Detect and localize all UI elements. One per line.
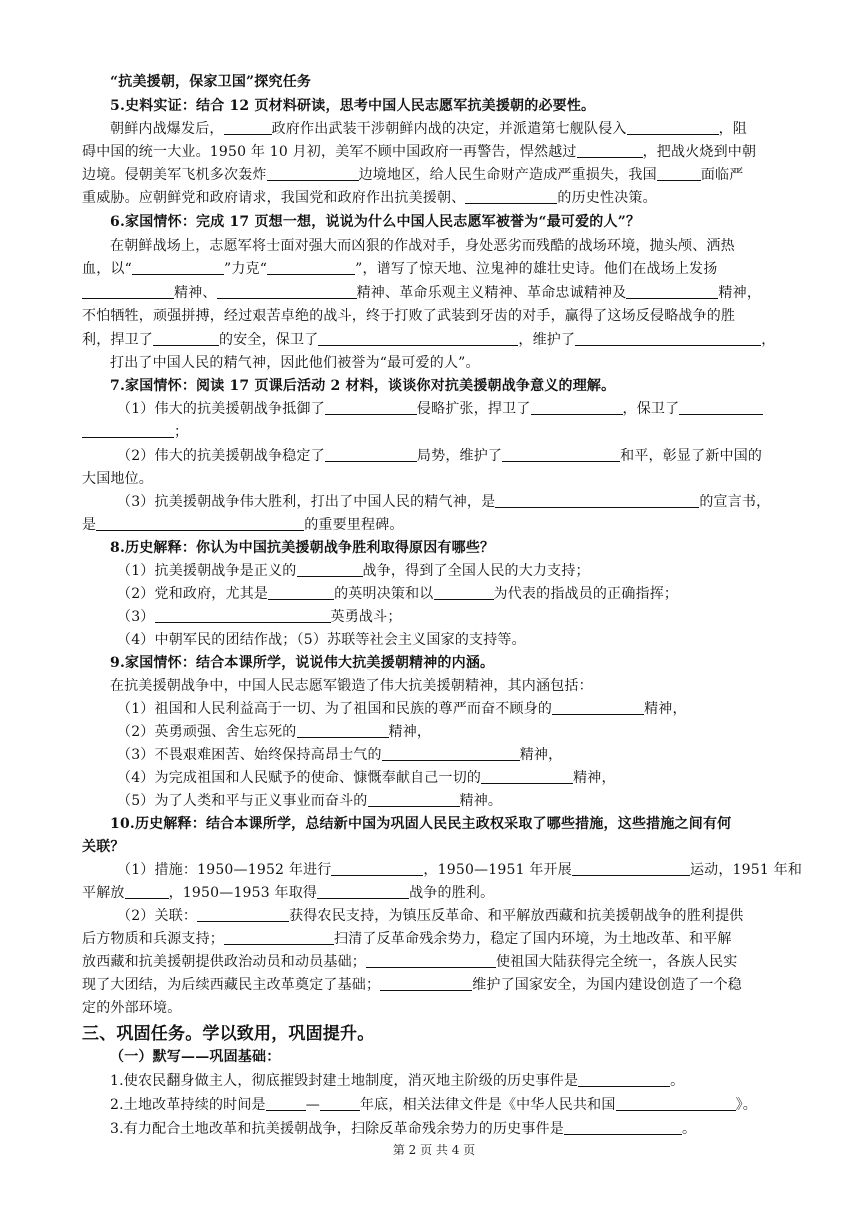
line-text: ，阻 xyxy=(718,121,748,137)
text-line xyxy=(110,538,820,558)
line-text: （2）伟大的抗美援朝战争稳定了 xyxy=(117,448,325,464)
line-text: 》。 xyxy=(735,1097,757,1113)
line-text: （1）抗美援朝战争是正义的 xyxy=(117,563,297,579)
text-line xyxy=(82,929,792,949)
line-text: 边境地区，给人民生命财产造成严重损失，我国 xyxy=(358,167,657,183)
text-line xyxy=(110,1047,820,1067)
text-line xyxy=(82,306,792,326)
line-text: 年底，相关法律文件是《中华人民共和国 xyxy=(359,1097,616,1113)
line-text: 三、巩固任务。学以致用，巩固提升。 xyxy=(82,1024,375,1044)
line-text: 后方物质和兵源支持； xyxy=(82,931,224,947)
line-text: ，维护了 xyxy=(518,332,576,348)
text-line xyxy=(110,653,820,673)
answer-blank[interactable] xyxy=(531,400,623,415)
line-text: 朝鲜内战爆发后， xyxy=(110,121,224,137)
answer-blank[interactable] xyxy=(325,400,417,415)
text-line xyxy=(110,1095,820,1115)
line-text: 重威胁。应朝鲜党和政府请求，我国党和政府作出抗美援朝、 xyxy=(82,190,466,206)
answer-blank[interactable] xyxy=(366,953,496,968)
line-text: ”力克“ xyxy=(223,261,268,277)
answer-blank[interactable] xyxy=(268,585,334,600)
answer-blank[interactable] xyxy=(82,284,174,299)
line-text: — xyxy=(305,1097,320,1113)
text-line xyxy=(117,607,827,627)
line-text: 精神。 xyxy=(459,793,503,809)
answer-blank[interactable] xyxy=(382,746,520,761)
line-text: 6.家国情怀：完成 17 页想一想，说说为什么中国人民志愿军被誉为“最可爱的人”？ xyxy=(110,214,641,230)
answer-blank[interactable] xyxy=(627,120,719,135)
line-text: 面临严 xyxy=(700,167,744,183)
answer-blank[interactable] xyxy=(267,166,359,181)
line-text: ， xyxy=(761,332,776,348)
text-line xyxy=(110,353,820,373)
text-line xyxy=(82,283,792,303)
text-line xyxy=(117,630,827,650)
line-text: 精神， xyxy=(519,747,563,763)
answer-blank[interactable] xyxy=(679,400,763,415)
line-text: 3.有力配合土地改革和抗美援朝战争，扫除反革命残余势力的历史事件是 xyxy=(110,1121,564,1137)
line-text: 碍中国的统一大业。1950 年 10 月初，美军不顾中国政府一再警告，悍然越过 xyxy=(82,144,577,160)
line-text: 利，捍卫了 xyxy=(82,332,153,348)
text-line xyxy=(110,72,820,92)
line-text: 平解放 xyxy=(82,885,125,901)
text-line xyxy=(82,975,792,995)
line-text: 为代表的指战员的正确指挥； xyxy=(493,586,679,602)
answer-blank[interactable] xyxy=(495,493,699,508)
answer-blank[interactable] xyxy=(552,700,644,715)
text-line xyxy=(110,96,820,116)
text-line xyxy=(82,515,792,535)
line-text: 精神， xyxy=(388,724,432,740)
text-line xyxy=(110,376,820,396)
answer-blank[interactable] xyxy=(616,1096,736,1111)
text-line xyxy=(110,1071,820,1091)
answer-blank[interactable] xyxy=(132,260,224,275)
text-line xyxy=(82,469,792,489)
line-text: （1）祖国和人民利益高于一切、为了祖国和民族的尊严而奋不顾身的 xyxy=(117,701,553,717)
line-text: （3） xyxy=(117,609,155,625)
answer-blank[interactable] xyxy=(368,792,460,807)
answer-blank[interactable] xyxy=(481,769,573,784)
text-line xyxy=(117,561,827,581)
line-text: 在朝鲜战场上，志愿军将士面对强大而凶狠的作战对手，身处恶劣而残酷的战场环境，抛头颅、洒热 xyxy=(110,238,735,254)
answer-blank[interactable] xyxy=(317,884,409,899)
line-text: 精神、革命乐观主义精神、革命忠诚精神及 xyxy=(356,285,627,301)
line-text: 血，以“ xyxy=(82,261,132,277)
text-line xyxy=(82,142,792,162)
text-line xyxy=(110,119,820,139)
line-text: 运动，1951 年和 xyxy=(689,862,803,878)
answer-blank[interactable] xyxy=(125,884,169,899)
text-line xyxy=(82,952,792,972)
line-text: 战争的胜利。 xyxy=(409,885,495,901)
line-text: 。 xyxy=(670,1073,685,1089)
line-text: 精神， xyxy=(718,285,762,301)
line-text: 。 xyxy=(681,1121,697,1137)
answer-blank[interactable] xyxy=(380,976,472,991)
line-text: 的安全，保卫了 xyxy=(219,332,319,348)
answer-blank[interactable] xyxy=(572,861,690,876)
line-text: 9.家国情怀：结合本课所学，说说伟大抗美援朝精神的内涵。 xyxy=(110,655,495,671)
line-text: 现了大团结，为后续西藏民主改革奠定了基础； xyxy=(82,977,381,993)
line-text: 获得农民支持，为镇压反革命、和平解放西藏和抗美援朝战争的胜利提供 xyxy=(289,908,744,924)
line-text: （2）党和政府，尤其是 xyxy=(117,586,269,602)
line-text: 局势，维护了 xyxy=(416,448,503,464)
text-line xyxy=(82,259,792,279)
line-text: 使祖国大陆获得完全统一，各族人民实 xyxy=(496,954,738,970)
text-line xyxy=(117,768,827,788)
line-text: 扫清了反革命残余势力，稳定了国内环境，为土地改革、和平解 xyxy=(334,931,732,947)
line-text: （2）英勇顽强、舍生忘死的 xyxy=(117,724,297,740)
text-line xyxy=(117,906,827,926)
text-line xyxy=(82,188,792,208)
text-line xyxy=(117,446,827,466)
answer-blank[interactable] xyxy=(155,608,331,623)
answer-blank[interactable] xyxy=(564,1120,682,1135)
line-text: ”，谱写了惊天地、泣鬼神的雄壮史诗。他们在战场上发扬 xyxy=(355,261,718,277)
text-line xyxy=(117,860,827,880)
answer-blank[interactable] xyxy=(224,120,272,135)
line-text: 战争，得到了全国人民的大力支持； xyxy=(362,563,590,579)
text-line xyxy=(82,422,792,442)
line-text: 的历史性决策。 xyxy=(557,190,657,206)
answer-blank[interactable] xyxy=(197,907,289,922)
line-text: 定的外部环境。 xyxy=(82,1000,182,1016)
line-text: 是 xyxy=(82,517,97,533)
answer-blank[interactable] xyxy=(325,447,417,462)
answer-blank[interactable] xyxy=(266,1096,306,1111)
text-line xyxy=(110,212,820,232)
line-text: ，1950—1953 年取得 xyxy=(168,885,318,901)
text-line xyxy=(82,1024,792,1044)
text-line xyxy=(82,837,792,857)
answer-blank[interactable] xyxy=(575,331,761,346)
line-text: 放西藏和抗美援朝提供政治动员和动员基础； xyxy=(82,954,366,970)
answer-blank[interactable] xyxy=(657,166,701,181)
line-text: 政府作出武装干涉朝鲜内战的决定，并派遣第七舰队侵入 xyxy=(271,121,627,137)
line-text: ，1950—1951 年开展 xyxy=(423,862,572,878)
line-text: “抗美援朝，保家卫国”探究任务 xyxy=(110,74,312,90)
text-line xyxy=(110,676,820,696)
text-line xyxy=(117,745,827,765)
answer-blank[interactable] xyxy=(82,423,174,438)
line-text: 1.使农民翻身做主人，彻底摧毁封建土地制度，消灭地主阶级的历史事件是 xyxy=(110,1073,579,1089)
line-text: 精神， xyxy=(573,770,616,786)
text-line xyxy=(110,814,820,834)
line-text: （5）为了人类和平与正义事业而奋斗的 xyxy=(117,793,368,809)
line-text: 10.历史解释：结合本课所学，总结新中国为巩固人民民主政权采取了哪些措施，这些措施之间有何 xyxy=(110,816,732,832)
line-text: 维护了国家安全，为国内建设创造了一个稳 xyxy=(472,977,743,993)
text-line xyxy=(110,236,820,256)
line-text: 的英明决策和以 xyxy=(334,586,434,602)
text-line xyxy=(82,165,792,185)
line-text: 和平，彰显了新中国的 xyxy=(620,448,763,464)
text-line xyxy=(117,492,827,512)
answer-blank[interactable] xyxy=(224,930,334,945)
line-text: 英勇战斗； xyxy=(330,609,402,625)
line-text: 的重要里程碑。 xyxy=(304,517,404,533)
line-text: 打出了中国人民的精气神，因此他们被誉为“最可爱的人”。 xyxy=(110,355,480,371)
line-text: 关联？ xyxy=(82,839,125,855)
text-line xyxy=(117,791,827,811)
line-text: 边境。侵朝美军飞机多次轰炸 xyxy=(82,167,267,183)
line-text: （4）中朝军民的团结作战；（5）苏联等社会主义国家的支持等。 xyxy=(117,632,526,648)
answer-blank[interactable] xyxy=(318,331,518,346)
answer-blank[interactable] xyxy=(502,447,620,462)
answer-blank[interactable] xyxy=(96,516,304,531)
line-text: 7.家国情怀：阅读 17 页课后活动 2 材料，谈谈你对抗美援朝战争意义的理解。 xyxy=(110,378,616,394)
text-line xyxy=(82,883,792,903)
line-text: 的宣言书， xyxy=(699,494,771,510)
line-text: （一）默写——巩固基础： xyxy=(110,1049,281,1065)
line-text: （3）不畏艰难困苦、始终保持高昂士气的 xyxy=(117,747,382,763)
line-text: 5.史料实证：结合 12 页材料研读，思考中国人民志愿军抗美援朝的必要性。 xyxy=(110,98,596,114)
answer-blank[interactable] xyxy=(297,723,389,738)
line-text: 大国地位。 xyxy=(82,471,153,487)
text-line xyxy=(82,330,792,350)
line-text: ，保卫了 xyxy=(622,401,680,417)
line-text: （1）措施：1950—1952 年进行 xyxy=(117,862,332,878)
answer-blank[interactable] xyxy=(331,861,423,876)
line-text: 8.历史解释：你认为中国抗美援朝战争胜利取得原因有哪些？ xyxy=(110,540,495,556)
line-text: 精神、 xyxy=(174,285,217,301)
line-text: 精神， xyxy=(644,701,687,717)
answer-blank[interactable] xyxy=(578,1072,670,1087)
text-line xyxy=(117,584,827,604)
text-line xyxy=(117,722,827,742)
answer-blank[interactable] xyxy=(217,284,357,299)
line-text: （1）伟大的抗美援朝战争抵御了 xyxy=(117,401,325,417)
line-text: 侵略扩张，捍卫了 xyxy=(416,401,531,417)
text-line xyxy=(82,998,792,1018)
line-text: 在抗美援朝战争中，中国人民志愿军锻造了伟大抗美援朝精神，其内涵包括： xyxy=(110,678,593,694)
line-text: 不怕牺牲，顽强拼搏，经过艰苦卓绝的战斗，终于打败了武装到牙齿的对手，赢得了这场反侵略战争的胜 xyxy=(82,308,736,324)
answer-blank[interactable] xyxy=(267,260,355,275)
answer-blank[interactable] xyxy=(153,331,219,346)
line-text: ，把战火烧到中朝 xyxy=(642,144,757,160)
line-text: （2）关联： xyxy=(117,908,198,924)
answer-blank[interactable] xyxy=(577,143,643,158)
line-text: （4）为完成祖国和人民赋予的使命、慷慨奉献自己一切的 xyxy=(117,770,482,786)
line-text: 2.土地改革持续的时间是 xyxy=(110,1097,266,1113)
answer-blank[interactable] xyxy=(434,585,494,600)
text-line xyxy=(117,699,827,719)
answer-blank[interactable] xyxy=(465,189,557,204)
text-line xyxy=(110,1119,820,1139)
answer-blank[interactable] xyxy=(297,562,363,577)
line-text: （3）抗美援朝战争伟大胜利，打出了中国人民的精气神，是 xyxy=(117,494,496,510)
answer-blank[interactable] xyxy=(626,284,718,299)
line-text: ； xyxy=(174,424,189,440)
answer-blank[interactable] xyxy=(320,1096,360,1111)
page-footer: 第 2 页 共 4 页 xyxy=(392,1143,476,1157)
text-line xyxy=(117,399,827,419)
